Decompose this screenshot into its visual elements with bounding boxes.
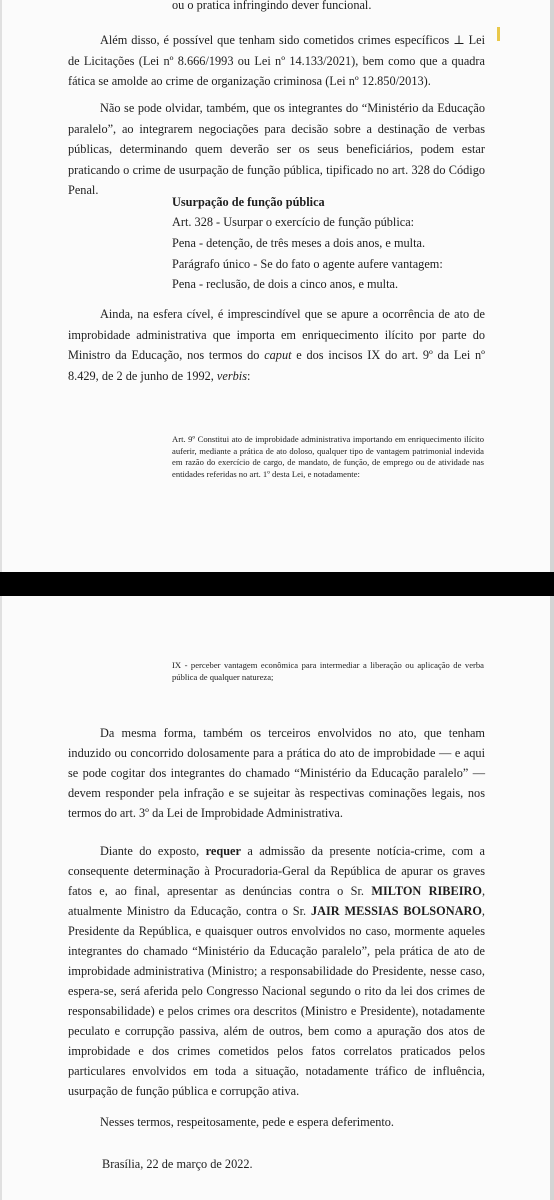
citation-art-9: Art. 9º Constitui ato de improbidade administrativa importando em enriquecimento ilícito auferir, mediante a prática de ato doloso, qualquer tipo de vantagem patrimonial indevida em razão do exercício de cargo, de mandato, de função, de emprego ou de atividade nas entidades referidas no art. 1º desta Lei, e notadamente: (172, 434, 484, 479)
previous-paragraph-end: ou o pratica infringindo dever funcional. (172, 0, 372, 12)
page-edge (0, 596, 2, 1200)
date-line: Brasília, 22 de março de 2022. (102, 1157, 253, 1171)
paragraph-terceiros: Da mesma forma, também os terceiros envolvidos no ato, que tenham induzido ou concorrido dolosamente para a prática do ato de improbidade — e aqui se pode cogitar dos integrantes do chamado “Ministério da Educação paralelo” — devem responder pela infração e se sujeitar às respectivas cominações legais, nos termos do art. 3º da Lei de Improbidade Administrativa. (68, 726, 485, 820)
bold-name: MILTON RIBEIRO (371, 884, 482, 898)
paragraph-crimes: Além disso, é possível que tenham sido cometidos crimes específicos ⊥ Lei de Licitações (Lei nº 8.666/1993 ou Lei nº 14.133/2021), bem como que a quadra fática se amolde ao crime de organização criminosa (Lei nº 12.850/2013). (68, 33, 485, 89)
document-page-2 (0, 596, 554, 1200)
page-edge (0, 0, 2, 572)
quote-line: Art. 328 - Usurpar o exercício de função pública: (172, 215, 415, 229)
paragraph-ministerio-paralelo: Não se pode olvidar, também, que os integrantes do “Ministério da Educação paralelo”, ao integrarem negociações para decisão sobre a destinação de verbas públicas, determinando quem deverão ser os seus beneficiários, podem estar praticando o crime de usurpação de função pública, tipificado no art. 328 do Código Penal. (68, 101, 485, 198)
page-edge (550, 596, 554, 1200)
quote-line: Pena - reclusão, de dois a cinco anos, e multa. (172, 277, 399, 291)
bold-term: requer (205, 844, 241, 858)
quote-line: Parágrafo único - Se do fato o agente aufere vantagem: (172, 257, 443, 271)
page-edge (550, 0, 554, 572)
quote-line: Pena - detenção, de três meses a dois anos, e multa. (172, 236, 426, 250)
paragraph-requerimento: Diante do exposto, requer a admissão da presente notícia-crime, com a consequente determinação à Procuradoria-Geral da República de apurar os graves fatos e, ao final, apresentar as denúncias contra o Sr. MILTON RIBEIRO, atualmente Ministro da Educação, contra o Sr. JAIR MESSIAS BOLSONARO, Presidente da República, e quaisquer outros envolvidos no caso, mormente aqueles integrantes do chamado “Ministério da Educação paralelo”, pela prática de ato de improbidade administrativa (Ministro; a responsabilidade do Presidente, nesse caso, espera-se, será aferida pelo Congresso Nacional segundo o rito da lei dos crimes de responsabilidade) e pelos crimes ora descritos (Ministro e Presidente), notadamente peculato e corrupção passiva, além de outros, bem como a apuração dos atos de improbidade e dos crimes cometidos pelos fatos correlatos praticados pelos particulares envolvidos em toda a situação, notadamente tráfico de influência, usurpação de função pública e corrupção ativa. (68, 844, 486, 1098)
citation-inciso-ix: IX - perceber vantagem econômica para intermediar a liberação ou aplicação de verba pública de qualquer natureza; (172, 660, 484, 682)
document-page-1 (0, 0, 554, 572)
paragraph-esfera-civel: Ainda, na esfera cível, é imprescindível que se apure a ocorrência de ato de improbidade administrativa que importa em enriquecimento ilícito por parte do Ministro da Educação, nos termos do caput e dos incisos IX do art. 9º da Lei nº 8.429, de 2 de junho de 1992, verbis: (68, 307, 485, 383)
page-separator (0, 572, 554, 596)
paragraph-closing: Nesses termos, respeitosamente, pede e espera deferimento. (100, 1115, 394, 1129)
italic-term: caput (264, 348, 292, 363)
text-highlight-marker (497, 27, 500, 41)
italic-term: verbis (216, 368, 247, 383)
bold-name: JAIR MESSIAS BOLSONARO (310, 904, 482, 918)
quote-heading: Usurpação de função pública (172, 195, 325, 209)
